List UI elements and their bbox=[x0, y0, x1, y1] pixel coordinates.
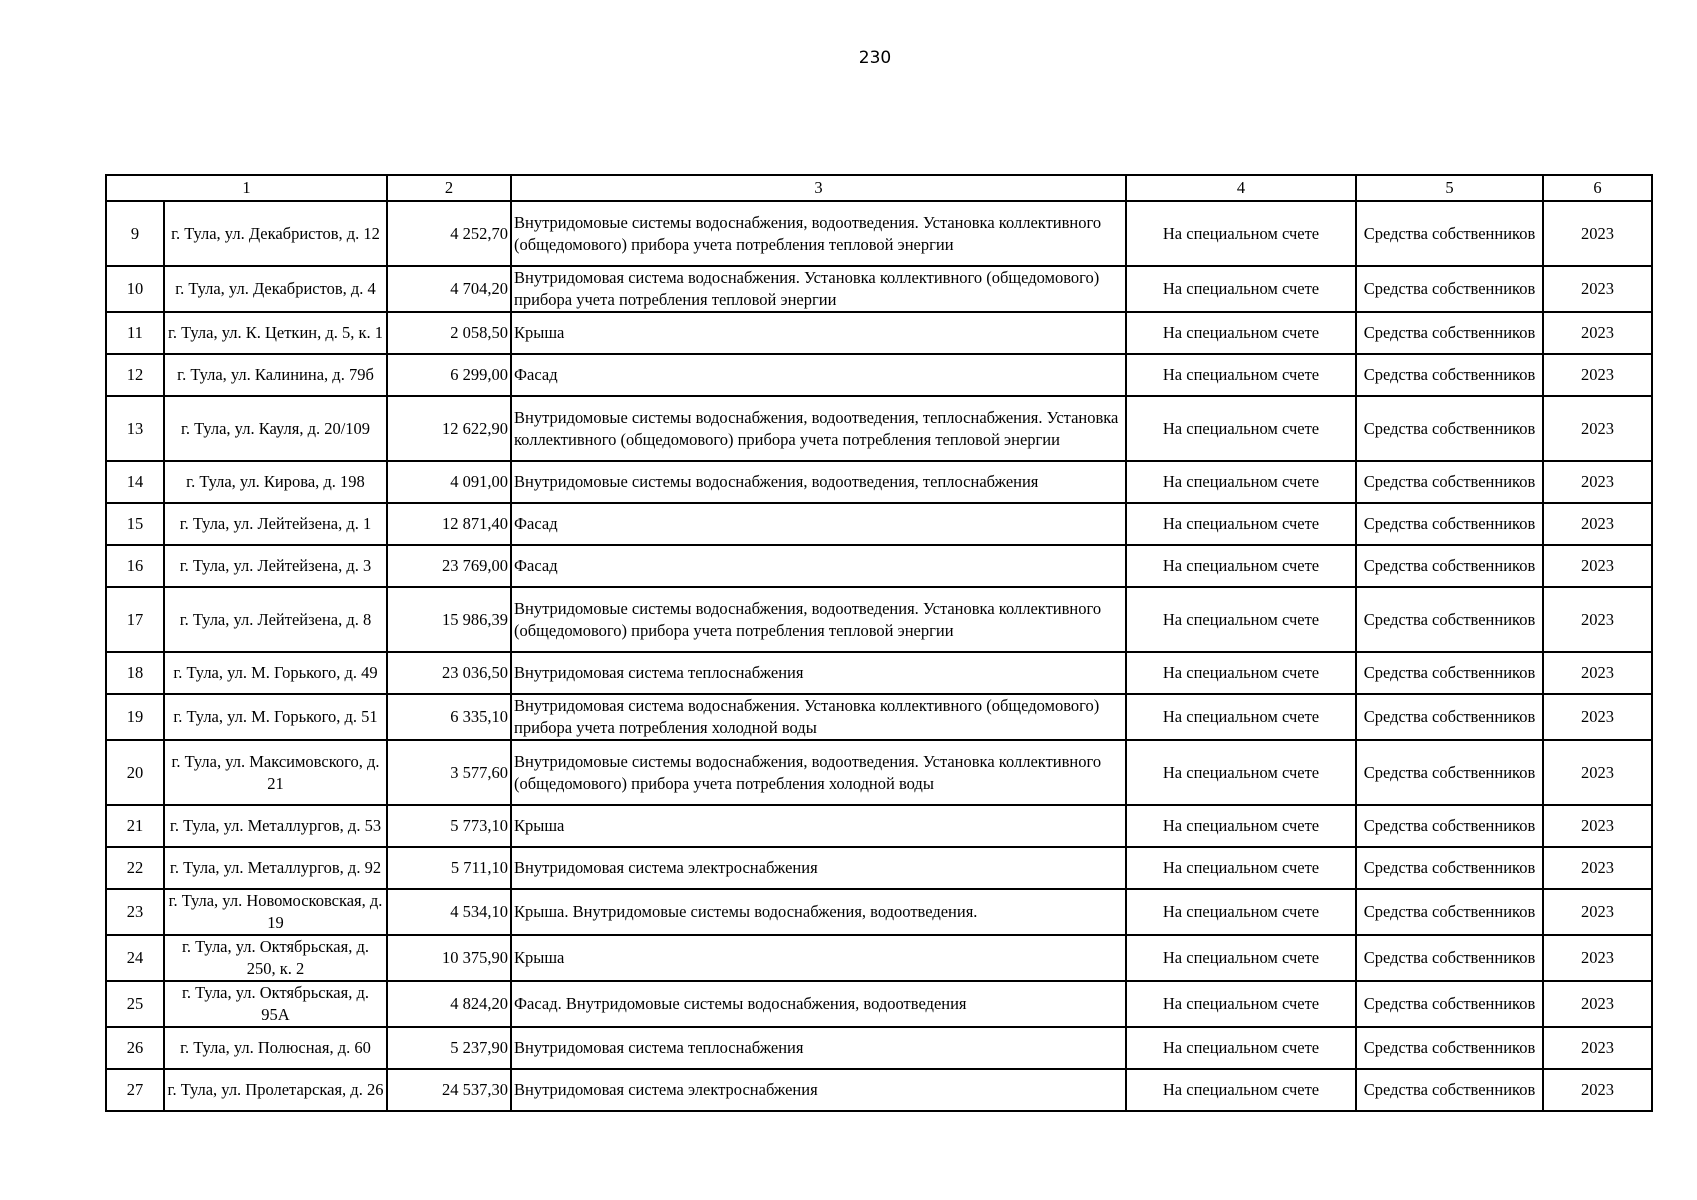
funding-source-cell: Средства собственников bbox=[1356, 1027, 1543, 1069]
funding-source-cell: Средства собственников bbox=[1356, 201, 1543, 266]
area-cell: 6 299,00 bbox=[387, 354, 511, 396]
row-number: 24 bbox=[106, 935, 164, 981]
area-cell: 12 871,40 bbox=[387, 503, 511, 545]
funding-method-cell: На специальном счете bbox=[1126, 847, 1356, 889]
address-cell: г. Тула, ул. Декабристов, д. 12 bbox=[164, 201, 387, 266]
area-cell: 4 091,00 bbox=[387, 461, 511, 503]
funding-source-cell: Средства собственников bbox=[1356, 396, 1543, 461]
works-cell: Крыша bbox=[511, 312, 1126, 354]
year-cell: 2023 bbox=[1543, 266, 1652, 312]
address-cell: г. Тула, ул. Металлургов, д. 92 bbox=[164, 847, 387, 889]
funding-source-cell: Средства собственников bbox=[1356, 545, 1543, 587]
year-cell: 2023 bbox=[1543, 1069, 1652, 1111]
works-cell: Внутридомовая система электроснабжения bbox=[511, 847, 1126, 889]
funding-method-cell: На специальном счете bbox=[1126, 694, 1356, 740]
area-cell: 24 537,30 bbox=[387, 1069, 511, 1111]
funding-source-cell: Средства собственников bbox=[1356, 981, 1543, 1027]
funding-source-cell: Средства собственников bbox=[1356, 889, 1543, 935]
row-number: 17 bbox=[106, 587, 164, 652]
works-cell: Внутридомовая система теплоснабжения bbox=[511, 652, 1126, 694]
area-cell: 23 769,00 bbox=[387, 545, 511, 587]
funding-source-cell: Средства собственников bbox=[1356, 652, 1543, 694]
table-row bbox=[106, 805, 1652, 847]
funding-method-cell: На специальном счете bbox=[1126, 587, 1356, 652]
funding-method-cell: На специальном счете bbox=[1126, 266, 1356, 312]
table-row bbox=[106, 354, 1652, 396]
works-cell: Крыша. Внутридомовые системы водоснабжения, водоотведения. bbox=[511, 889, 1126, 935]
row-number: 14 bbox=[106, 461, 164, 503]
funding-source-cell: Средства собственников bbox=[1356, 587, 1543, 652]
table-row bbox=[106, 981, 1652, 1027]
funding-method-cell: На специальном счете bbox=[1126, 312, 1356, 354]
year-cell: 2023 bbox=[1543, 981, 1652, 1027]
year-cell: 2023 bbox=[1543, 503, 1652, 545]
year-cell: 2023 bbox=[1543, 694, 1652, 740]
row-number: 18 bbox=[106, 652, 164, 694]
works-cell: Внутридомовая система водоснабжения. Установка коллективного (общедомового) прибора учета потребления холодной воды bbox=[511, 694, 1126, 740]
table-row bbox=[106, 847, 1652, 889]
row-number: 16 bbox=[106, 545, 164, 587]
table-row bbox=[106, 503, 1652, 545]
year-cell: 2023 bbox=[1543, 740, 1652, 805]
funding-method-cell: На специальном счете bbox=[1126, 805, 1356, 847]
funding-source-cell: Средства собственников bbox=[1356, 740, 1543, 805]
row-number: 13 bbox=[106, 396, 164, 461]
year-cell: 2023 bbox=[1543, 545, 1652, 587]
area-cell: 2 058,50 bbox=[387, 312, 511, 354]
area-cell: 6 335,10 bbox=[387, 694, 511, 740]
funding-method-cell: На специальном счете bbox=[1126, 652, 1356, 694]
year-cell: 2023 bbox=[1543, 396, 1652, 461]
funding-source-cell: Средства собственников bbox=[1356, 1069, 1543, 1111]
row-number: 26 bbox=[106, 1027, 164, 1069]
table-row bbox=[106, 587, 1652, 652]
row-number: 25 bbox=[106, 981, 164, 1027]
column-number-6: 6 bbox=[1543, 175, 1652, 201]
works-cell: Внутридомовые системы водоснабжения, водоотведения. Установка коллективного (общедомового) прибора учета потребления холодной воды bbox=[511, 740, 1126, 805]
area-cell: 5 773,10 bbox=[387, 805, 511, 847]
address-cell: г. Тула, ул. Лейтейзена, д. 8 bbox=[164, 587, 387, 652]
column-number-5: 5 bbox=[1356, 175, 1543, 201]
area-cell: 3 577,60 bbox=[387, 740, 511, 805]
address-cell: г. Тула, ул. М. Горького, д. 51 bbox=[164, 694, 387, 740]
address-cell: г. Тула, ул. Калинина, д. 79б bbox=[164, 354, 387, 396]
funding-source-cell: Средства собственников bbox=[1356, 354, 1543, 396]
column-number-1: 1 bbox=[106, 175, 387, 201]
year-cell: 2023 bbox=[1543, 889, 1652, 935]
address-cell: г. Тула, ул. Лейтейзена, д. 1 bbox=[164, 503, 387, 545]
table-row bbox=[106, 740, 1652, 805]
row-number: 10 bbox=[106, 266, 164, 312]
address-cell: г. Тула, ул. Металлургов, д. 53 bbox=[164, 805, 387, 847]
year-cell: 2023 bbox=[1543, 935, 1652, 981]
area-cell: 23 036,50 bbox=[387, 652, 511, 694]
funding-method-cell: На специальном счете bbox=[1126, 889, 1356, 935]
year-cell: 2023 bbox=[1543, 805, 1652, 847]
table-row bbox=[106, 652, 1652, 694]
capital-repair-table bbox=[105, 174, 1653, 1112]
funding-method-cell: На специальном счете bbox=[1126, 1027, 1356, 1069]
year-cell: 2023 bbox=[1543, 354, 1652, 396]
area-cell: 5 711,10 bbox=[387, 847, 511, 889]
works-cell: Фасад bbox=[511, 545, 1126, 587]
table-row bbox=[106, 1027, 1652, 1069]
address-cell: г. Тула, ул. Пролетарская, д. 26 bbox=[164, 1069, 387, 1111]
area-cell: 5 237,90 bbox=[387, 1027, 511, 1069]
works-cell: Внутридомовые системы водоснабжения, водоотведения. Установка коллективного (общедомового) прибора учета потребления тепловой энергии bbox=[511, 587, 1126, 652]
address-cell: г. Тула, ул. К. Цеткин, д. 5, к. 1 bbox=[164, 312, 387, 354]
funding-method-cell: На специальном счете bbox=[1126, 396, 1356, 461]
row-number: 19 bbox=[106, 694, 164, 740]
funding-method-cell: На специальном счете bbox=[1126, 740, 1356, 805]
table-row bbox=[106, 461, 1652, 503]
address-cell: г. Тула, ул. Лейтейзена, д. 3 bbox=[164, 545, 387, 587]
table-row bbox=[106, 935, 1652, 981]
address-cell: г. Тула, ул. Октябрьская, д. 95А bbox=[164, 981, 387, 1027]
area-cell: 15 986,39 bbox=[387, 587, 511, 652]
year-cell: 2023 bbox=[1543, 652, 1652, 694]
row-number: 22 bbox=[106, 847, 164, 889]
funding-source-cell: Средства собственников bbox=[1356, 847, 1543, 889]
row-number: 9 bbox=[106, 201, 164, 266]
row-number: 15 bbox=[106, 503, 164, 545]
works-cell: Фасад bbox=[511, 503, 1126, 545]
address-cell: г. Тула, ул. Кирова, д. 198 bbox=[164, 461, 387, 503]
year-cell: 2023 bbox=[1543, 847, 1652, 889]
area-cell: 4 534,10 bbox=[387, 889, 511, 935]
row-number: 21 bbox=[106, 805, 164, 847]
works-cell: Фасад bbox=[511, 354, 1126, 396]
address-cell: г. Тула, ул. Полюсная, д. 60 bbox=[164, 1027, 387, 1069]
row-number: 23 bbox=[106, 889, 164, 935]
year-cell: 2023 bbox=[1543, 1027, 1652, 1069]
area-cell: 4 252,70 bbox=[387, 201, 511, 266]
works-cell: Внутридомовая система электроснабжения bbox=[511, 1069, 1126, 1111]
works-cell: Внутридомовые системы водоснабжения, водоотведения. Установка коллективного (общедомового) прибора учета потребления тепловой энергии bbox=[511, 201, 1126, 266]
area-cell: 4 704,20 bbox=[387, 266, 511, 312]
row-number: 27 bbox=[106, 1069, 164, 1111]
works-cell: Внутридомовые системы водоснабжения, водоотведения, теплоснабжения. Установка коллективного (общедомового) прибора учета потребления тепловой энергии bbox=[511, 396, 1126, 461]
address-cell: г. Тула, ул. Максимовского, д. 21 bbox=[164, 740, 387, 805]
works-cell: Внутридомовая система водоснабжения. Установка коллективного (общедомового) прибора учета потребления тепловой энергии bbox=[511, 266, 1126, 312]
table-row bbox=[106, 201, 1652, 266]
funding-source-cell: Средства собственников bbox=[1356, 694, 1543, 740]
funding-method-cell: На специальном счете bbox=[1126, 354, 1356, 396]
funding-source-cell: Средства собственников bbox=[1356, 312, 1543, 354]
address-cell: г. Тула, ул. М. Горького, д. 49 bbox=[164, 652, 387, 694]
address-cell: г. Тула, ул. Декабристов, д. 4 bbox=[164, 266, 387, 312]
table-row bbox=[106, 312, 1652, 354]
address-cell: г. Тула, ул. Октябрьская, д. 250, к. 2 bbox=[164, 935, 387, 981]
funding-source-cell: Средства собственников bbox=[1356, 503, 1543, 545]
row-number: 20 bbox=[106, 740, 164, 805]
column-number-4: 4 bbox=[1126, 175, 1356, 201]
table-body bbox=[106, 201, 1652, 1111]
funding-method-cell: На специальном счете bbox=[1126, 503, 1356, 545]
address-cell: г. Тула, ул. Кауля, д. 20/109 bbox=[164, 396, 387, 461]
works-cell: Крыша bbox=[511, 805, 1126, 847]
area-cell: 12 622,90 bbox=[387, 396, 511, 461]
funding-method-cell: На специальном счете bbox=[1126, 981, 1356, 1027]
year-cell: 2023 bbox=[1543, 312, 1652, 354]
area-cell: 10 375,90 bbox=[387, 935, 511, 981]
page-number: 230 bbox=[858, 48, 892, 68]
works-cell: Крыша bbox=[511, 935, 1126, 981]
works-cell: Внутридомовые системы водоснабжения, водоотведения, теплоснабжения bbox=[511, 461, 1126, 503]
works-cell: Фасад. Внутридомовые системы водоснабжения, водоотведения bbox=[511, 981, 1126, 1027]
funding-method-cell: На специальном счете bbox=[1126, 935, 1356, 981]
funding-source-cell: Средства собственников bbox=[1356, 935, 1543, 981]
column-number-2: 2 bbox=[387, 175, 511, 201]
funding-source-cell: Средства собственников bbox=[1356, 266, 1543, 312]
table-row bbox=[106, 1069, 1652, 1111]
funding-method-cell: На специальном счете bbox=[1126, 1069, 1356, 1111]
table-row bbox=[106, 266, 1652, 312]
year-cell: 2023 bbox=[1543, 201, 1652, 266]
row-number: 11 bbox=[106, 312, 164, 354]
year-cell: 2023 bbox=[1543, 461, 1652, 503]
row-number: 12 bbox=[106, 354, 164, 396]
table-row bbox=[106, 396, 1652, 461]
column-number-row bbox=[106, 175, 1652, 201]
funding-source-cell: Средства собственников bbox=[1356, 805, 1543, 847]
funding-method-cell: На специальном счете bbox=[1126, 201, 1356, 266]
table-row bbox=[106, 694, 1652, 740]
works-cell: Внутридомовая система теплоснабжения bbox=[511, 1027, 1126, 1069]
funding-method-cell: На специальном счете bbox=[1126, 545, 1356, 587]
address-cell: г. Тула, ул. Новомосковская, д. 19 bbox=[164, 889, 387, 935]
table-row bbox=[106, 889, 1652, 935]
column-number-3: 3 bbox=[511, 175, 1126, 201]
table-row bbox=[106, 545, 1652, 587]
year-cell: 2023 bbox=[1543, 587, 1652, 652]
area-cell: 4 824,20 bbox=[387, 981, 511, 1027]
funding-source-cell: Средства собственников bbox=[1356, 461, 1543, 503]
funding-method-cell: На специальном счете bbox=[1126, 461, 1356, 503]
